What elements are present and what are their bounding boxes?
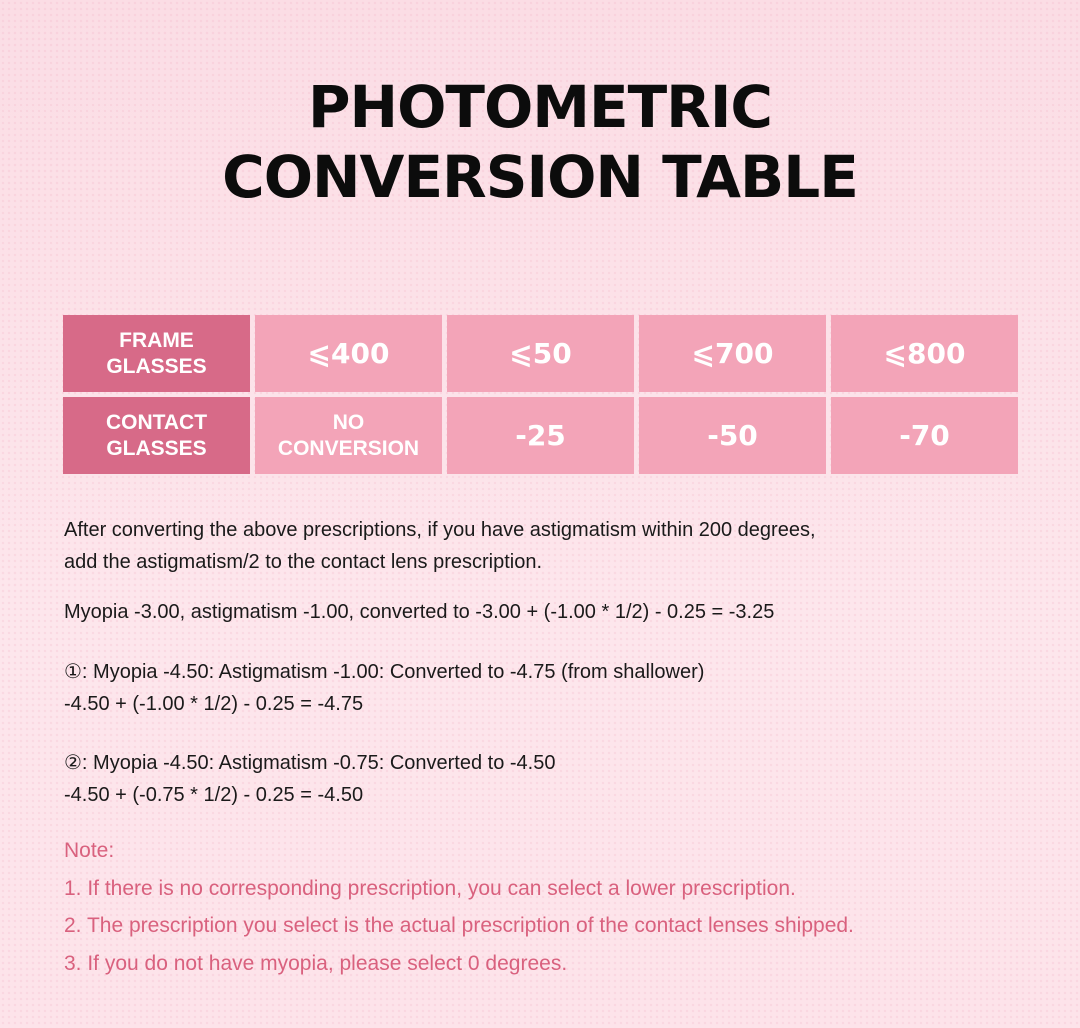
title-line-2: CONVERSION TABLE — [222, 143, 858, 211]
no-conversion-line-1: NO — [332, 410, 365, 434]
contact-value-cell: -25 — [447, 397, 634, 474]
example-main — [64, 596, 774, 628]
contact-value-cell: -50 — [639, 397, 826, 474]
notes-section — [64, 832, 854, 982]
note-item-2: 2. The prescription you select is the actual prescription of the contact lenses shipped. — [64, 914, 854, 937]
example-2-line-2: -4.50 + (-0.75 * 1/2) - 0.25 = -4.50 — [64, 784, 364, 806]
frame-header-line-1: FRAME — [119, 328, 194, 352]
frame-glasses-header — [63, 315, 250, 392]
frame-value-cell: ⩽400 — [255, 315, 442, 392]
explanation-line-1: After converting the above prescriptions, if you have astigmatism within 200 degrees, — [64, 519, 816, 541]
example-1-line-1: ①: Myopia -4.50: Astigmatism -1.00: Converted to -4.75 (from shallower) — [64, 661, 705, 683]
note-item-1: 1. If there is no corresponding prescription, you can select a lower prescription. — [64, 876, 796, 900]
example-2 — [64, 747, 555, 811]
frame-value-cell: ⩽800 — [831, 315, 1018, 392]
conversion-table — [63, 315, 1018, 474]
note-item-3: 3. If you do not have myopia, please select 0 degrees. — [64, 951, 568, 975]
frame-header-line-2: GLASSES — [106, 354, 207, 378]
explanation-paragraph — [64, 514, 816, 578]
title-line-1: PHOTOMETRIC — [308, 73, 772, 141]
contact-value-cell: -70 — [831, 397, 1018, 474]
explanation-line-2: add the astigmatism/2 to the contact lens prescription. — [64, 551, 543, 573]
frame-value-cell: ⩽700 — [639, 315, 826, 392]
note-heading: Note: — [64, 839, 115, 862]
no-conversion-line-2: CONVERSION — [277, 436, 420, 460]
example-1 — [64, 656, 704, 720]
example-1-line-2: -4.50 + (-1.00 * 1/2) - 0.25 = -4.75 — [64, 693, 364, 715]
contact-glasses-header — [63, 397, 250, 474]
contact-value-cell-no-conversion — [255, 397, 442, 474]
contact-header-line-1: CONTACT — [105, 410, 208, 434]
page-title — [0, 72, 1080, 212]
contact-header-line-2: GLASSES — [106, 436, 207, 460]
example-2-line-1: ②: Myopia -4.50: Astigmatism -0.75: Converted to -4.50 — [64, 752, 556, 774]
frame-value-cell: ⩽50 — [447, 315, 634, 392]
example-main-line: Myopia -3.00, astigmatism -1.00, converted to -3.00 + (-1.00 * 1/2) - 0.25 = -3.25 — [64, 601, 775, 623]
